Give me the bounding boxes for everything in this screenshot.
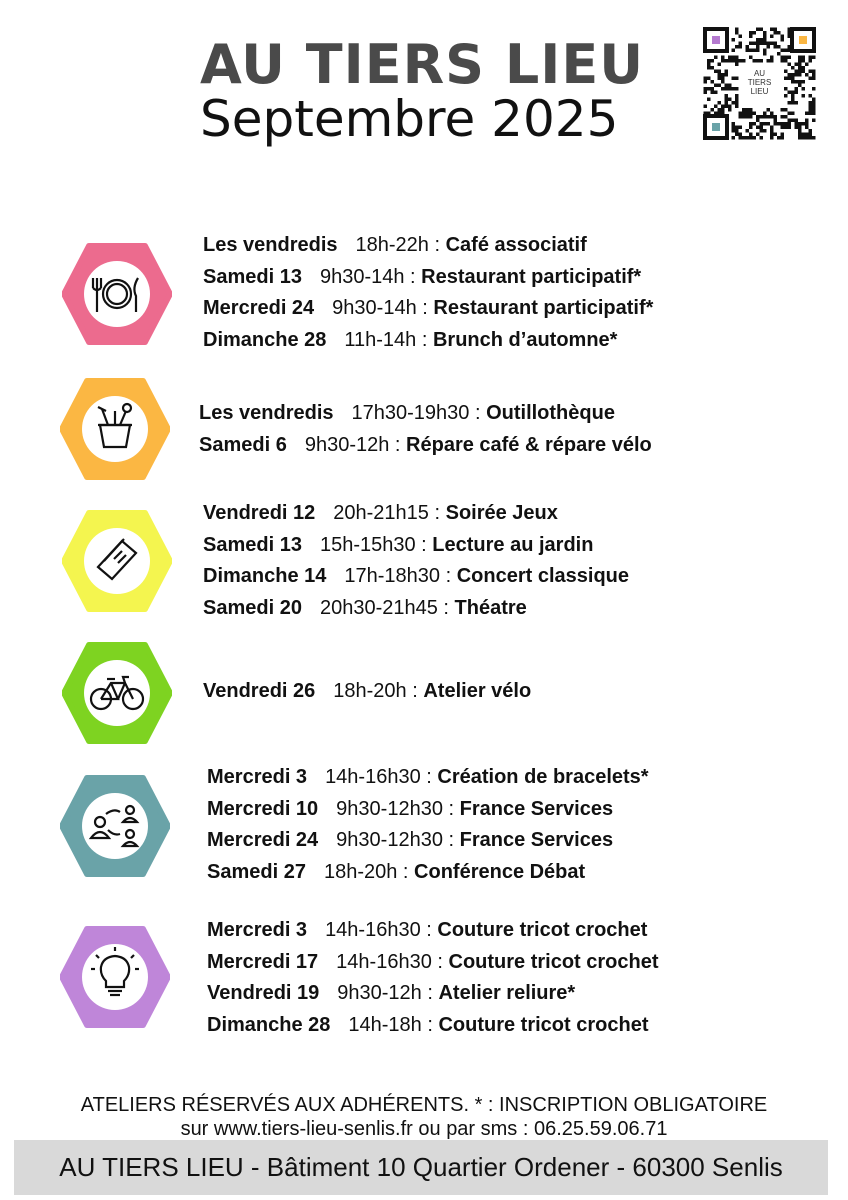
event-row: Les vendredis 17h30-19h30 : Outillothèque bbox=[199, 402, 615, 424]
tools-events bbox=[199, 398, 652, 461]
event-day: Les vendredis bbox=[203, 234, 338, 256]
event-day: Dimanche 14 bbox=[203, 565, 327, 587]
event-name: Théatre bbox=[454, 596, 527, 619]
event-row: Mercredi 24 9h30-14h : Restaurant participatif* bbox=[203, 297, 654, 319]
membership-notice: ATELIERS RÉSERVÉS AUX ADHÉRENTS. * : INSCRIPTION OBLIGATOIRE bbox=[80, 1094, 768, 1116]
event-day: Samedi 6 bbox=[199, 433, 287, 456]
event-time: 17h-18h30 bbox=[344, 565, 441, 587]
food-badge bbox=[62, 242, 172, 346]
event-day: Samedi 27 bbox=[207, 860, 306, 883]
services-events bbox=[207, 762, 649, 888]
event-day: Mercredi 3 bbox=[207, 766, 308, 788]
page-subtitle: Septembre 2025 bbox=[200, 90, 619, 148]
culture-events bbox=[203, 498, 629, 624]
event-time: 20h30-21h45 bbox=[319, 596, 438, 619]
event-row: Dimanche 28 14h-18h : Couture tricot crochet bbox=[207, 1013, 649, 1036]
address-bar: AU TIERS LIEU - Bâtiment 10 Quartier Ordener - 60300 Senlis bbox=[14, 1140, 828, 1195]
qr-code[interactable] bbox=[703, 27, 816, 140]
event-time: 20h-21h15 bbox=[333, 502, 429, 524]
event-time: 15h-15h30 bbox=[319, 533, 416, 556]
event-name: Couture tricot crochet bbox=[437, 919, 648, 941]
event-name: France Services bbox=[459, 797, 614, 820]
event-row: Mercredi 10 9h30-12h30 : France Services bbox=[207, 797, 614, 820]
event-day: Les vendredis bbox=[199, 402, 334, 424]
event-row: Mercredi 17 14h-16h30 : Couture tricot crochet bbox=[207, 950, 659, 973]
event-time: 9h30-12h bbox=[304, 433, 390, 456]
event-row: Mercredi 3 14h-16h30 : Couture tricot crochet bbox=[207, 919, 648, 941]
event-time: 17h30-19h30 bbox=[351, 402, 470, 424]
event-row: Samedi 13 9h30-14h : Restaurant participatif* bbox=[203, 265, 642, 288]
event-name: Création de bracelets* bbox=[437, 766, 649, 788]
event-time: 14h-16h30 bbox=[325, 919, 421, 941]
event-name: Conférence Débat bbox=[414, 860, 586, 883]
page-title: AU TIERS LIEU bbox=[200, 33, 645, 96]
event-row: Samedi 27 18h-20h : Conférence Débat bbox=[207, 860, 586, 883]
event-time: 9h30-12h30 bbox=[336, 797, 443, 820]
event-name: Soirée Jeux bbox=[445, 502, 558, 524]
event-name: Café associatif bbox=[445, 234, 587, 256]
qr-label-3: LIEU bbox=[750, 87, 769, 96]
event-day: Samedi 13 bbox=[203, 533, 302, 556]
event-day: Samedi 13 bbox=[203, 265, 302, 288]
event-day: Mercredi 3 bbox=[207, 919, 308, 941]
bike-badge bbox=[62, 641, 172, 745]
event-time: 14h-16h30 bbox=[336, 950, 432, 973]
event-name: Restaurant participatif* bbox=[433, 297, 654, 319]
event-time: 18h-20h bbox=[333, 680, 407, 702]
workshops-events bbox=[207, 915, 659, 1041]
workshops-badge bbox=[60, 925, 170, 1029]
event-day: Mercredi 17 bbox=[207, 950, 319, 973]
event-row: Dimanche 14 17h-18h30 : Concert classique bbox=[203, 565, 630, 587]
event-time: 9h30-14h bbox=[319, 265, 405, 288]
event-name: Lecture au jardin bbox=[432, 533, 594, 556]
food-events bbox=[203, 230, 653, 356]
event-day: Mercredi 24 bbox=[207, 829, 319, 851]
event-name: Répare café & répare vélo bbox=[406, 433, 652, 456]
event-row: Vendredi 19 9h30-12h : Atelier reliure* bbox=[207, 982, 576, 1004]
event-name: Couture tricot crochet bbox=[438, 1013, 649, 1036]
event-day: Vendredi 26 bbox=[203, 680, 316, 702]
event-row: Les vendredis 18h-22h : Café associatif bbox=[203, 234, 587, 256]
event-time: 14h-18h bbox=[348, 1013, 422, 1036]
event-row: Mercredi 3 14h-16h30 : Création de bracelets* bbox=[207, 766, 649, 788]
contact-info: sur www.tiers-lieu-senlis.fr ou par sms : 06.25.59.06.71 bbox=[180, 1118, 668, 1140]
event-day: Mercredi 10 bbox=[207, 797, 319, 820]
event-time: 14h-16h30 bbox=[325, 766, 421, 788]
event-day: Vendredi 12 bbox=[203, 502, 316, 524]
event-name: Brunch d’automne* bbox=[432, 328, 618, 351]
event-row: Dimanche 28 11h-14h : Brunch d’automne* bbox=[203, 328, 618, 351]
event-time: 9h30-14h bbox=[332, 297, 417, 319]
event-time: 11h-14h bbox=[344, 328, 417, 351]
event-time: 9h30-12h30 bbox=[336, 829, 443, 851]
event-day: Dimanche 28 bbox=[207, 1013, 331, 1036]
event-day: Samedi 20 bbox=[203, 596, 302, 619]
event-name: Atelier vélo bbox=[423, 680, 532, 702]
qr-label-1: AU bbox=[753, 69, 766, 78]
event-row: Vendredi 12 20h-21h15 : Soirée Jeux bbox=[203, 502, 558, 524]
event-time: 18h-22h bbox=[355, 234, 429, 256]
event-row: Samedi 13 15h-15h30 : Lecture au jardin bbox=[203, 533, 594, 556]
services-badge bbox=[60, 774, 170, 878]
event-name: Couture tricot crochet bbox=[448, 950, 659, 973]
bike-events bbox=[203, 676, 531, 708]
tools-badge bbox=[60, 377, 170, 481]
event-name: Concert classique bbox=[456, 565, 630, 587]
event-name: France Services bbox=[459, 829, 614, 851]
event-row: Samedi 20 20h30-21h45 : Théatre bbox=[203, 596, 527, 619]
event-day: Dimanche 28 bbox=[203, 328, 327, 351]
culture-badge bbox=[62, 509, 172, 613]
event-row: Mercredi 24 9h30-12h30 : France Services bbox=[207, 829, 614, 851]
event-time: 18h-20h bbox=[323, 860, 398, 883]
event-day: Mercredi 24 bbox=[203, 297, 315, 319]
event-row: Vendredi 26 18h-20h : Atelier vélo bbox=[203, 680, 532, 702]
event-name: Outillothèque bbox=[486, 402, 615, 424]
event-day: Vendredi 19 bbox=[207, 982, 320, 1004]
qr-label-2: TIERS bbox=[747, 78, 772, 87]
event-name: Restaurant participatif* bbox=[421, 265, 642, 288]
event-name: Atelier reliure* bbox=[438, 982, 576, 1004]
event-time: 9h30-12h bbox=[337, 982, 422, 1004]
event-row: Samedi 6 9h30-12h : Répare café & répare vélo bbox=[199, 433, 652, 456]
